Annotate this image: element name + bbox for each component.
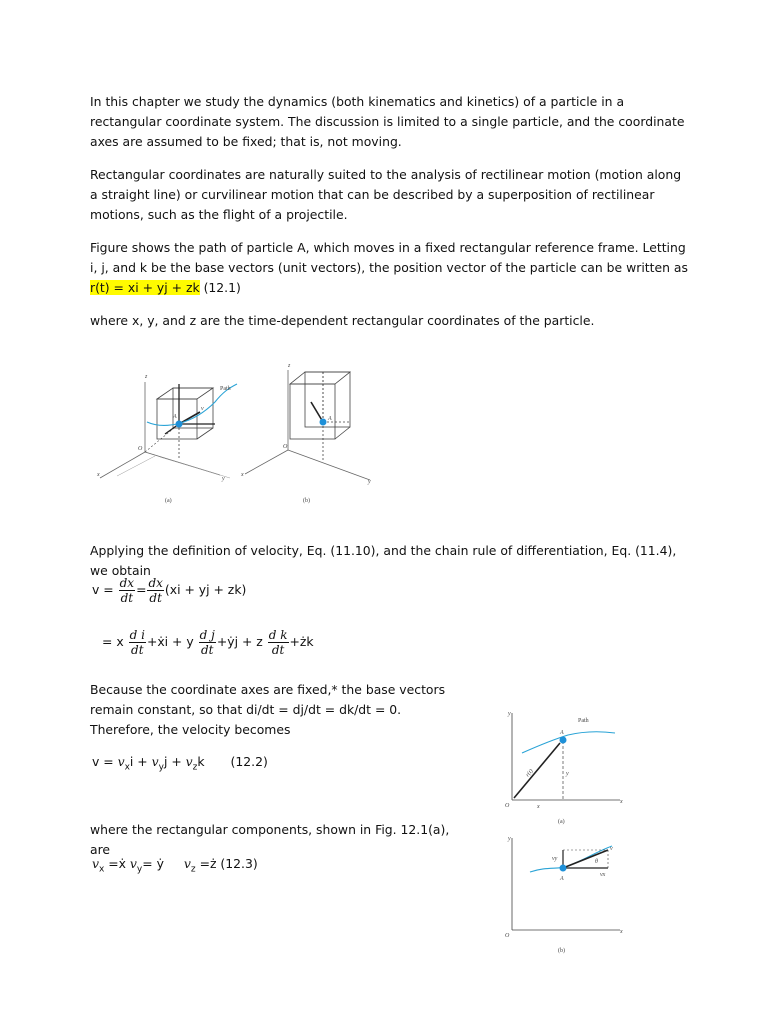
eq3-lhs: v = <box>92 754 118 769</box>
eq1-fraction-2 <box>147 576 163 605</box>
eq2-f1-num: d i <box>129 628 145 642</box>
eq4-vx-sub: x <box>99 864 105 875</box>
eq2-lhs: = x <box>102 634 124 649</box>
eq1-f2-num: dx <box>148 576 163 590</box>
fig-2b-vx-label: vx <box>600 872 606 878</box>
fig-2b-v-label: v <box>610 846 613 852</box>
eq3-vx-sub: x <box>124 762 130 773</box>
component-equation-12-3 <box>92 856 258 877</box>
fig-2a-A-label: A <box>560 730 564 736</box>
position-vector-highlight: r(t) = xi + yj + zk <box>90 280 200 295</box>
eq3-vx: v <box>117 754 125 769</box>
fig-a-caption: (a) <box>165 498 172 504</box>
eq2-f1-den: dt <box>131 643 144 657</box>
fig-b-A-label: A <box>328 416 332 422</box>
fig-b-origin-label: O <box>283 444 288 450</box>
fig-a-z-label: z <box>145 374 148 380</box>
eq2-f2-num: d j <box>199 628 215 642</box>
eq1-f2-den: dt <box>149 591 162 605</box>
eq3-number: (12.2) <box>230 754 268 769</box>
velocity-definition-paragraph: Applying the definition of velocity, Eq. (11.10), and the chain rule of differentiation, Eq. (11.4), we obtain <box>90 543 677 578</box>
eq2-f3-num: d k <box>268 628 288 642</box>
fig-a-v-label: v <box>201 406 204 412</box>
eq4-c: =ż (12.3) <box>195 856 258 871</box>
fig-2a-x-label: x <box>620 799 623 805</box>
rectangular-coordinates-paragraph: Rectangular coordinates are naturally suited to the analysis of rectilinear motion (motion along a straight line) or curvilinear motion that can be described by a superposition of rectilinear motions, such as the flight of a projectile. <box>90 167 682 222</box>
figure-3d-coordinates <box>95 362 385 510</box>
eq3-vy: v <box>151 754 159 769</box>
eq2-term-2: +ẏj + z <box>216 634 263 649</box>
fig-b-x-label: x <box>241 472 244 478</box>
fig-a-x-label: x <box>97 472 100 478</box>
eq1-fraction-1 <box>119 576 135 605</box>
eq4-vz: v <box>183 856 191 871</box>
eq4-a: =ẋ <box>104 856 130 871</box>
eq3-vy-sub: y <box>158 762 164 773</box>
eq3-vz-sub: z <box>192 762 198 773</box>
figure-a-3d <box>96 374 237 504</box>
fig-2a-x-dist: x <box>537 804 540 810</box>
fig-b-y-label: y <box>368 479 371 485</box>
fixed-axes-paragraph: Because the coordinate axes are fixed,* the base vectors remain constant, so that di/dt = dj/dt = dk/dt = 0. Therefore, the velocity becomes <box>90 682 446 737</box>
eq3-mid2: j + <box>163 754 186 769</box>
fig-b-z-label: z <box>288 363 291 369</box>
fig-2b-origin-label: O <box>505 933 510 939</box>
fig-2a-y-dist: y <box>566 771 569 777</box>
fig-2a-r-label: r(t) <box>524 768 535 779</box>
figure-b-3d <box>240 363 371 504</box>
eq1-equals: = <box>136 582 147 597</box>
coordinates-paragraph: where x, y, and z are the time-dependent rectangular coordinates of the particle. <box>90 313 595 328</box>
eq1-f1-den: dt <box>120 591 134 605</box>
figure-2d-velocity <box>500 830 635 955</box>
fig-2a-caption: (a) <box>558 819 565 825</box>
fig-2b-vy-label: vy <box>552 856 558 862</box>
eq2-term-1: +ẋi + y <box>146 634 194 649</box>
eq2-term-3: +żk <box>289 634 314 649</box>
velocity-equation-1 <box>92 576 246 605</box>
fig-b-caption: (b) <box>303 498 310 504</box>
eq2-f3-den: dt <box>271 643 285 657</box>
eq4-vy: v <box>129 856 137 871</box>
fig-2b-A-label: A <box>560 876 564 882</box>
velocity-equation-2 <box>102 628 314 657</box>
fig-2a-y-label: y <box>508 711 511 717</box>
eq1-lhs: v = <box>92 582 114 597</box>
fig-2b-x-label: x <box>620 929 623 935</box>
fig-2b-caption: (b) <box>558 948 565 954</box>
components-paragraph: where the rectangular components, shown in Fig. 12.1(a), are <box>90 822 450 857</box>
eq2-fraction-1 <box>129 628 146 657</box>
eq3-vz: v <box>185 754 193 769</box>
eq4-vz-sub: z <box>190 864 196 875</box>
position-text: Figure shows the path of particle A, which moves in a fixed rectangular reference frame. Letting i, j, and k be the base vectors (unit vectors), the position vector of the particle can be written as <box>90 240 688 275</box>
eq4-vy-sub: y <box>136 864 143 875</box>
fig-a-path-label: Path <box>220 386 231 392</box>
eq2-f2-den: dt <box>201 643 214 657</box>
eq1-f1-num: dx <box>119 576 135 590</box>
eq3-end: k <box>197 754 205 769</box>
fig-a-origin-label: O <box>138 446 143 452</box>
fig-2b-y-label: y <box>508 836 511 842</box>
eq2-fraction-2 <box>199 628 216 657</box>
eq2-fraction-3 <box>268 628 289 657</box>
fig-a-A-label: A <box>173 414 177 420</box>
velocity-equation-12-2 <box>92 754 268 775</box>
eq4-b: = ẏ <box>142 856 164 871</box>
fig-a-y-label: y <box>222 476 225 482</box>
intro-paragraph: In this chapter we study the dynamics (both kinematics and kinetics) of a particle in a rectangular coordinate system. The discussion is limited to a single particle, and the coordinate axes are assumed to be fixed; that is, not moving. <box>90 94 685 149</box>
position-vector-paragraph <box>90 238 690 298</box>
eq1-rhs: (xi + yj + zk) <box>164 582 247 597</box>
eq4-vx: v <box>92 856 99 871</box>
figure-2d-position <box>500 705 635 825</box>
eq3-mid1: i + <box>129 754 152 769</box>
fig-2a-path-label: Path <box>578 718 589 724</box>
equation-number-12-1: (12.1) <box>199 280 241 295</box>
fig-2a-origin-label: O <box>505 803 510 809</box>
fig-2b-theta-label: θ <box>595 859 598 865</box>
